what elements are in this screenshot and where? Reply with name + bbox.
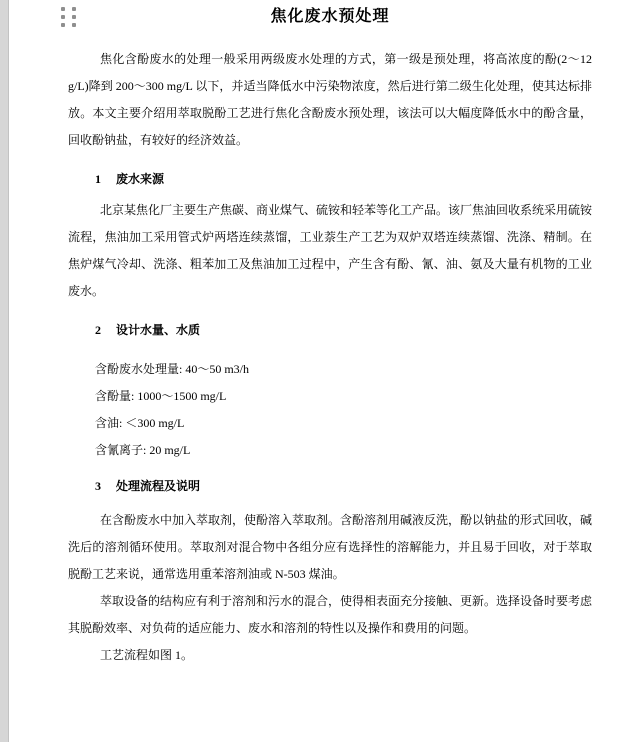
section-1-paragraph[interactable]: 北京某焦化厂主要生产焦碳、商业煤气、硫铵和轻苯等化工产品。该厂焦油回收系统采用硫铵流程，焦油加工采用管式炉两塔连续蒸馏，工业萘生产工艺为双炉双塔连续蒸馏、洗涤、精制。在焦炉煤气冷却、洗涤、粗苯加工及焦油加工过程中，产生含有酚、氰、油、氨及大量有机物的工业废水。 [68,203,593,298]
section-heading-1[interactable] [68,166,592,193]
section-heading-text: 设计水量、水质 [116,323,201,337]
document-title[interactable]: 焦化废水预处理 [270,8,390,25]
drag-handle-dot [61,15,65,19]
intro-paragraph[interactable]: 焦化含酚废水的处理一般采用两级废水处理的方式，第一级是预处理，将高浓度的酚(2～12 g/L)降到 200～300 mg/L 以下，并适当降低水中污染物浓度，然后进行第二级生化处理，使其达标排放。本文主要介绍用萃取脱酚工艺进行焦化含酚废水预处理，该法可以大幅度降低水中的酚含量，回收酚钠盐，有较好的经济效益。 [68,52,592,147]
drag-handle-dot [72,23,76,27]
section-3-paragraph-1[interactable]: 在含酚废水中加入萃取剂，使酚溶入萃取剂。含酚溶剂用碱液反洗，酚以钠盐的形式回收，碱洗后的溶剂循环使用。萃取剂对混合物中各组分应有选择性的溶解能力，并且易于回收，对于萃取脱酚工艺来说，通常选用重苯溶剂油或 N-503 煤油。 [68,513,593,581]
spec-item-phenol[interactable]: 含酚量: 1000～1500 mg/L [95,389,227,403]
section-heading-text: 处理流程及说明 [116,479,201,493]
spec-list [68,356,592,464]
drag-handle-dot [61,7,65,11]
drag-handle-dot [72,7,76,11]
section-3-paragraph-3[interactable]: 工艺流程如图 1。 [100,648,194,662]
section-heading-3[interactable] [68,473,592,500]
drag-handle-dot [72,15,76,19]
section-number: 2 [95,323,101,337]
section-heading-2[interactable] [68,317,592,344]
section-number: 1 [95,172,101,186]
spec-item-oil[interactable]: 含油: ＜300 mg/L [95,416,185,430]
section-number: 3 [95,479,101,493]
drag-handle-dot [61,23,65,27]
drag-handle-icon[interactable] [61,7,76,27]
spec-item-cyanide[interactable]: 含氰离子: 20 mg/L [95,443,191,457]
section-heading-text: 废水来源 [116,172,165,186]
section-3-paragraph-2[interactable]: 萃取设备的结构应有利于溶剂和污水的混合，使得相表面充分接触、更新。选择设备时要考虑其脱酚效率、对负荷的适应能力、废水和溶剂的特性以及操作和费用的问题。 [68,594,593,635]
spec-item-flow[interactable]: 含酚废水处理量: 40～50 m3/h [95,362,250,376]
